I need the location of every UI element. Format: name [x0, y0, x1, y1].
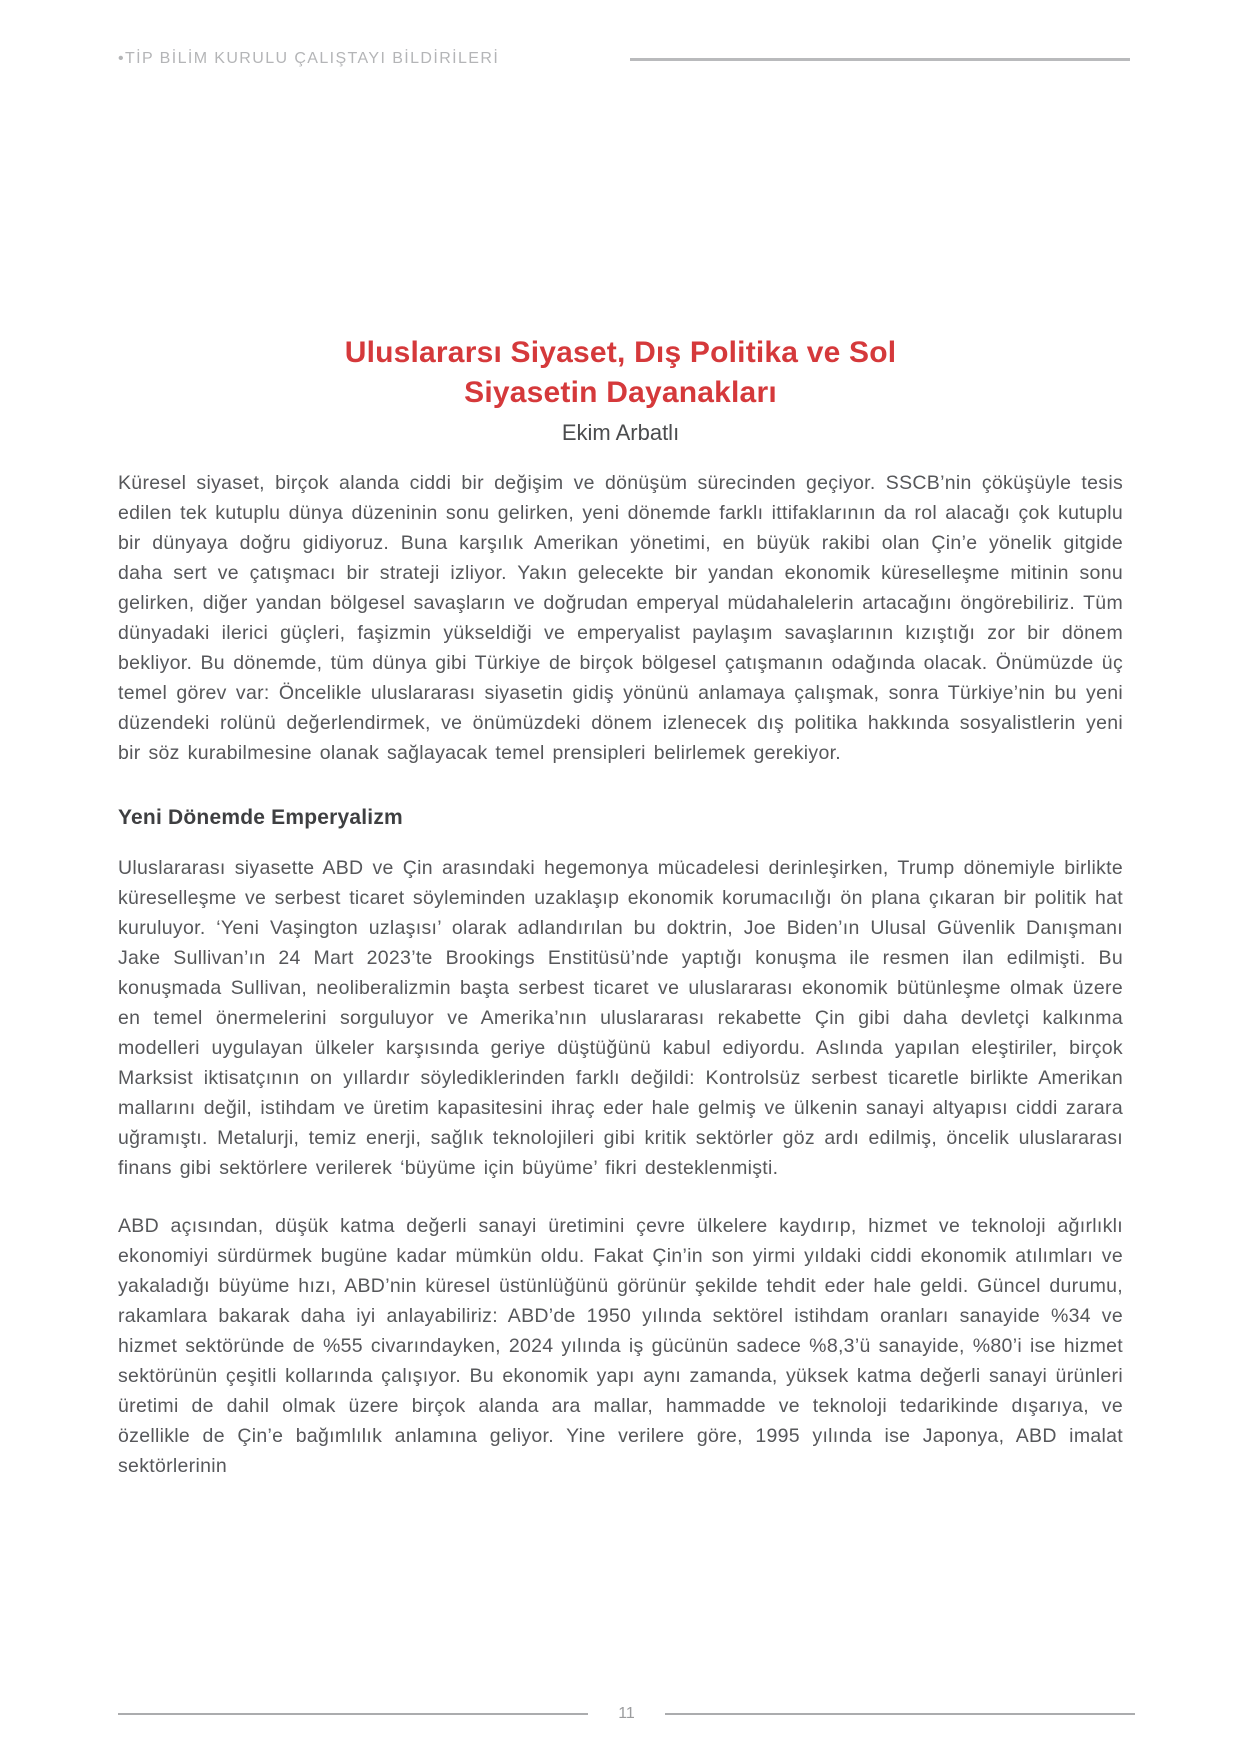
header-rule: [630, 58, 1130, 61]
intro-paragraph: Küresel siyaset, birçok alanda ciddi bir değişim ve dönüşüm sürecinden geçiyor. SSCB’nin çöküşüyle tesis edilen tek kutuplu dünya düzeninin sonu gelirken, yeni dönemde farklı ittifaklarının da rol alacağı çok kutuplu bir dünyaya doğru gidiyoruz. Buna karşılık Amerikan yönetimi, en büyük rakibi olan Çin’e yönelik gitgide daha sert ve çatışmacı bir strateji izliyor. Yakın gelecekte bir yandan ekonomik küreselleşme mitinin sonu gelirken, diğer yandan bölgesel savaşların ve doğrudan emperyal müdahalelerin artacağını öngörebiliriz. Tüm dünyadaki ilerici güçleri, faşizmin yükseldiği ve emperyalist paylaşım savaşlarının kızıştığı zor bir dönem bekliyor. Bu dönemde, tüm dünya gibi Türkiye de birçok bölgesel çatışmanın odağında olacak. Önümüzde üç temel görev var: Öncelikle uluslararası siyasetin gidiş yönünü anlamaya çalışmak, sonra Türkiye’nin bu yeni düzendeki rolünü değerlendirmek, ve önümüzdeki dönem izlenecek dış politika hakkında sosyalistlerin yeni bir söz kurabilmesine olanak sağlayacak temel prensipleri belirlemek gerekiyor.: [118, 472, 1123, 764]
header-kicker: •TİP BİLİM KURULU ÇALIŞTAYI BİLDİRİLERİ: [118, 50, 500, 67]
title-line-2: Siyasetin Dayanakları: [464, 376, 777, 409]
title-line-1: Uluslararsı Siyaset, Dış Politika ve Sol: [344, 336, 897, 369]
section-paragraph-1: Uluslararası siyasette ABD ve Çin arasındaki hegemonya mücadelesi derinleşirken, Trump dönemiyle birlikte küreselleşme ve serbest ticaret söyleminden uzaklaşıp ekonomik korumacılığı ön plana çıkaran bir politik hat kuruluyor. ‘Yeni Vaşington uzlaşısı’ olarak adlandırılan bu doktrin, Joe Biden’ın Ulusal Güvenlik Danışmanı Jake Sullivan’ın 24 Mart 2023’te Brookings Enstitüsü’nde yaptığı konuşma ile resmen ilan edilmişti. Bu konuşmada Sullivan, neoliberalizmin başta serbest ticaret ve uluslararası ekonomik bütünleşme olmak üzere en temel önermelerini sorguluyor ve Amerika’nın uluslararası rekabette Çin gibi daha devletçi kalkınma modelleri uygulayan ülkeler karşısında geriye düştüğünü kabul ediyordu. Aslında yapılan eleştiriler, birçok Marksist iktisatçının on yıllardır söylediklerinden farklı değildi: Kontrolsüz serbest ticaretle birlikte Amerikan mallarını değil, istihdam ve üretim kapasitesini ihraç eder hale gelmiş ve ülkenin sanayi altyapısı ciddi zarara uğramıştı. Metalurji, temiz enerji, sağlık teknolojileri gibi kritik sektörler göz ardı edilmiş, öncelik uluslararası finans gibi sektörlere verilerek ‘büyüme için büyüme’ fikri desteklenmişti.: [118, 857, 1123, 1179]
article-title: [118, 333, 1123, 413]
page-number: 11: [618, 1705, 635, 1722]
footer-rule-left: [118, 1713, 588, 1715]
article-body: [118, 468, 1123, 1481]
running-header: [118, 50, 1130, 68]
section-paragraph-2: ABD açısından, düşük katma değerli sanayi üretimini çevre ülkelere kaydırıp, hizmet ve teknoloji ağırlıklı ekonomiyi sürdürmek bugüne kadar mümkün oldu. Fakat Çin’in son yirmi yıldaki ciddi ekonomik atılımları ve yakaladığı büyüme hızı, ABD’nin küresel üstünlüğünü görünür şekilde tehdit eder hale geldi. Güncel durumu, rakamlara bakarak daha iyi anlayabiliriz: ABD’de 1950 yılında sektörel istihdam oranları sanayide %34 ve hizmet sektöründe de %55 civarındayken, 2024 yılında iş gücünün sadece %8,3’ü sanayide, %80’i ise hizmet sektörünün çeşitli kollarında çalışıyor. Bu ekonomik yapı aynı zamanda, yüksek katma değerli sanayi ürünleri üretimi de dahil olmak üzere birçok alanda ara mallar, hammadde ve teknoloji tedarikinde dışarıya, ve özellikle de Çin’e bağımlılık anlamına geliyor. Yine verilere göre, 1995 yılında ise Japonya, ABD imalat sektörlerinin: [118, 1215, 1123, 1477]
footer-rule-right: [665, 1713, 1135, 1715]
section-heading: Yeni Dönemde Emperyalizm: [118, 806, 403, 829]
title-block: [118, 333, 1123, 446]
author-name: Ekim Arbatlı: [561, 420, 680, 445]
page-footer: [118, 1705, 1135, 1723]
